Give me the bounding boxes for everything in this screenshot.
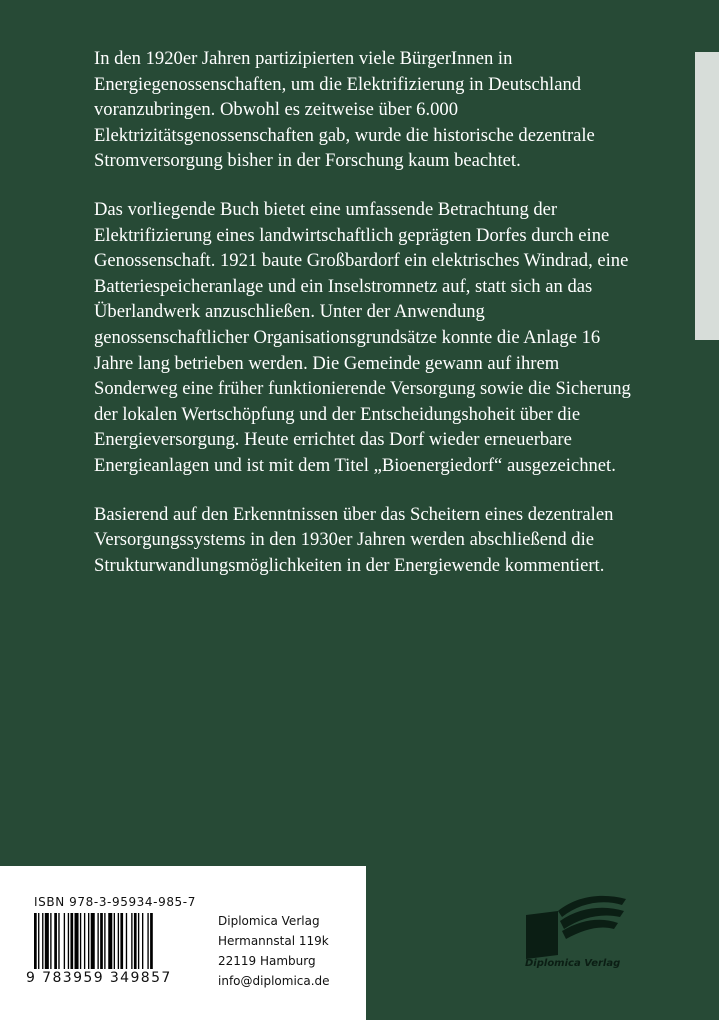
logo-text: Diplomica Verlag [525,958,621,969]
publisher-city: 22119 Hamburg [218,954,316,968]
publisher-name: Diplomica Verlag [218,914,320,928]
publisher-email: info@diplomica.de [218,974,330,988]
blurb-paragraph-1: In den 1920er Jahren partizipierten viele BürgerInnen in Energiegenossenschaften, um die Elektrifizierung in Deutschland voranzubringen. Obwohl es zeitweise über 6.000 Elektrizitätsgenossenschaften gab, wurde die historische dezentrale Stromversorgung bisher in der Forschung kaum beachtet. [94,48,595,172]
publisher-address [218,911,330,991]
isbn-label: ISBN 978-3-95934-985-7 [34,895,196,909]
back-cover-blurb [94,46,640,601]
publisher-street: Hermannstal 119k [218,934,329,948]
barcode [34,913,200,969]
blurb-paragraph-2: Das vorliegende Buch bietet eine umfassende Betrachtung der Elektrifizierung eines landwirtschaftlich geprägten Dorfes durch eine Genossenschaft. 1921 baute Großbardorf ein elektrisches Windrad, eine Batteriespeicheranlage und ein Inselstromnetz auf, statt sich an das Überlandwerk anzuschließen. Unter der Anwendung genossenschaftlicher Organisationsgrundsätze konnte die Anlage 16 Jahre lang betrieben werden. Die Gemeinde gewann auf ihrem Sonderweg eine früher funktionierende Versorgung sowie die Sicherung der lokalen Wertschöpfung und der Entscheidungshoheit über die Energieversorgung. Heute errichtet das Dorf wieder erneuerbare Energieanlagen und ist mit dem Titel „Bioenergiedorf“ ausgezeichnet. [94,198,631,476]
barcode-digits: 9 783959 349857 [26,970,172,986]
blurb-paragraph-3: Basierend auf den Erkenntnissen über das Scheitern eines dezentralen Versorgungssystems in den 1930er Jahren werden abschließend die Strukturwandlungsmöglichkeiten in der Energiewende kommentiert. [94,503,614,576]
spine-tab [695,52,719,340]
